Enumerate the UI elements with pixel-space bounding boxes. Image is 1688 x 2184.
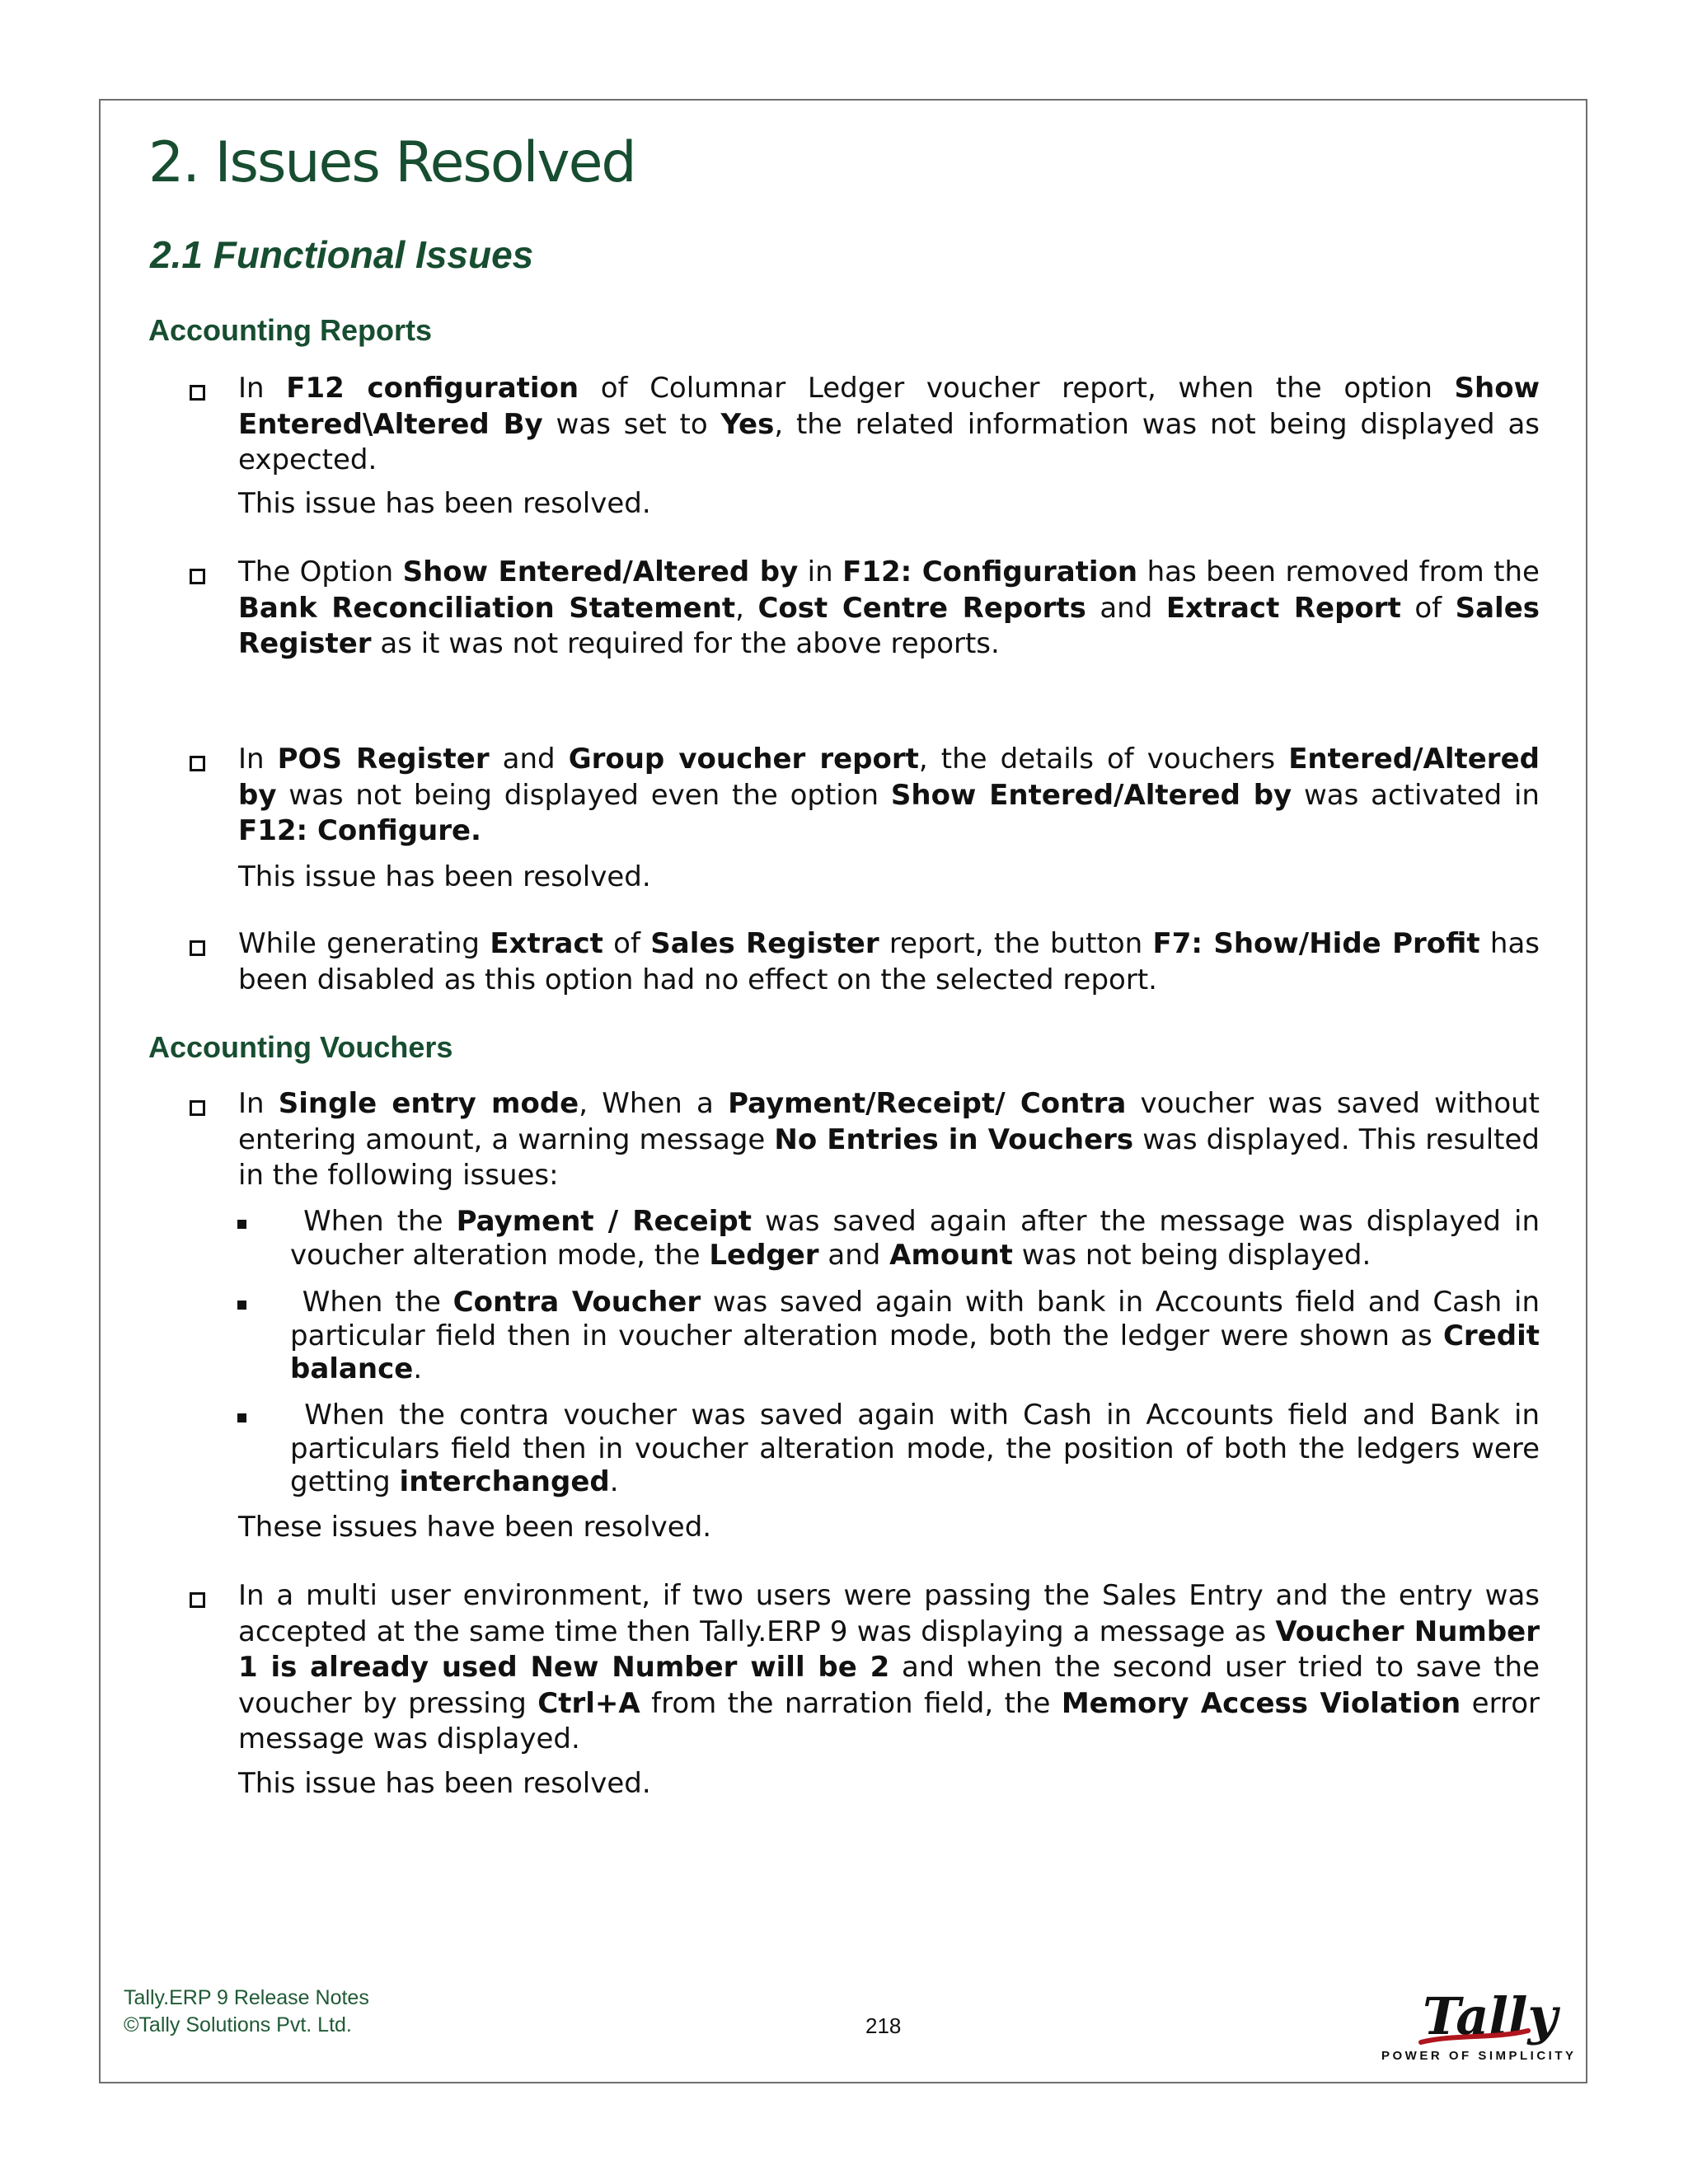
issue-item <box>238 926 1540 998</box>
sub-issue-text: When the Payment / Receipt was saved again after the message was displayed in voucher alteration mode, the Ledger and Amount was not being displayed. <box>290 1205 1540 1272</box>
issue-text: The Option Show Entered/Altered by in F12: Configuration has been removed from the Bank Reconciliation Statement, Cost Centre Reports and Extract Report of Sales Register as it was not required for the above reports. <box>238 555 1540 660</box>
sub-issue-text: When the Contra Voucher was saved again with bank in Accounts field and Cash in particular field then in voucher alteration mode, both the ledger were shown as Credit balance. <box>290 1286 1540 1385</box>
bullet-icon <box>190 756 205 771</box>
resolution-note: This issue has been resolved. <box>238 1767 651 1800</box>
footer-product: Tally.ERP 9 Release Notes <box>124 1986 369 2009</box>
issue-text: In Single entry mode, When a Payment/Receipt/ Contra voucher was saved without entering amount, a warning message No Entries in Vouchers was displayed. This resulted in the following issues: <box>238 1087 1540 1192</box>
square-bullet-icon <box>237 1220 246 1229</box>
issue-item <box>238 371 1540 479</box>
page-number: 218 <box>865 2013 902 2038</box>
section-heading: 2.1 Functional Issues <box>150 233 534 276</box>
logo-wordmark: Tally <box>1423 1986 1558 2046</box>
bullet-icon <box>190 940 205 956</box>
footer-copyright: ©Tally Solutions Pvt. Ltd. <box>124 2013 352 2036</box>
chapter-heading: 2. Issues Resolved <box>148 130 635 195</box>
sub-issue-item <box>290 1205 1540 1272</box>
logo-tagline: POWER OF SIMPLICITY <box>1381 2049 1577 2063</box>
issue-item <box>238 555 1540 663</box>
issue-item <box>238 1086 1540 1194</box>
subsection-accounting-reports: Accounting Reports <box>148 313 433 347</box>
bullet-icon <box>190 1592 205 1608</box>
square-bullet-icon <box>237 1301 246 1310</box>
sub-issue-text: When the contra voucher was saved again with Cash in Accounts field and Bank in particulars field then in voucher alteration mode, the position of both the ledgers were getting interchanged. <box>290 1399 1540 1498</box>
subsection-accounting-vouchers: Accounting Vouchers <box>148 1030 453 1064</box>
sub-issue-item <box>290 1399 1540 1499</box>
bullet-icon <box>190 569 205 584</box>
resolution-note: This issue has been resolved. <box>238 860 651 893</box>
sub-issue-item <box>290 1286 1540 1386</box>
issue-text: In POS Register and Group voucher report, the details of vouchers Entered/Altered by was not being displayed even the option Show Entered/Altered by was activated in F12: Configure. <box>238 743 1540 847</box>
bullet-icon <box>190 1100 205 1116</box>
resolution-note: This issue has been resolved. <box>238 487 651 520</box>
bullet-icon <box>190 385 205 401</box>
issue-item <box>238 742 1540 850</box>
issue-text: In F12 configuration of Columnar Ledger voucher report, when the option Show Entered\Altered By was set to Yes, the related information was not being displayed as expected. <box>238 372 1540 476</box>
square-bullet-icon <box>237 1413 246 1422</box>
issue-item <box>238 1578 1540 1758</box>
issue-text: While generating Extract of Sales Register report, the button F7: Show/Hide Profit has been disabled as this option had no effect on the selected report. <box>238 927 1540 996</box>
issue-text: In a multi user environment, if two users were passing the Sales Entry and the entry was accepted at the same time then Tally.ERP 9 was displaying a message as Voucher Number 1 is already used New Number will be 2 and when the second user tried to save the voucher by pressing Ctrl+A from the narration field, the Memory Access Violation error message was displayed. <box>238 1579 1540 1755</box>
resolution-note: These issues have been resolved. <box>238 1511 712 1544</box>
